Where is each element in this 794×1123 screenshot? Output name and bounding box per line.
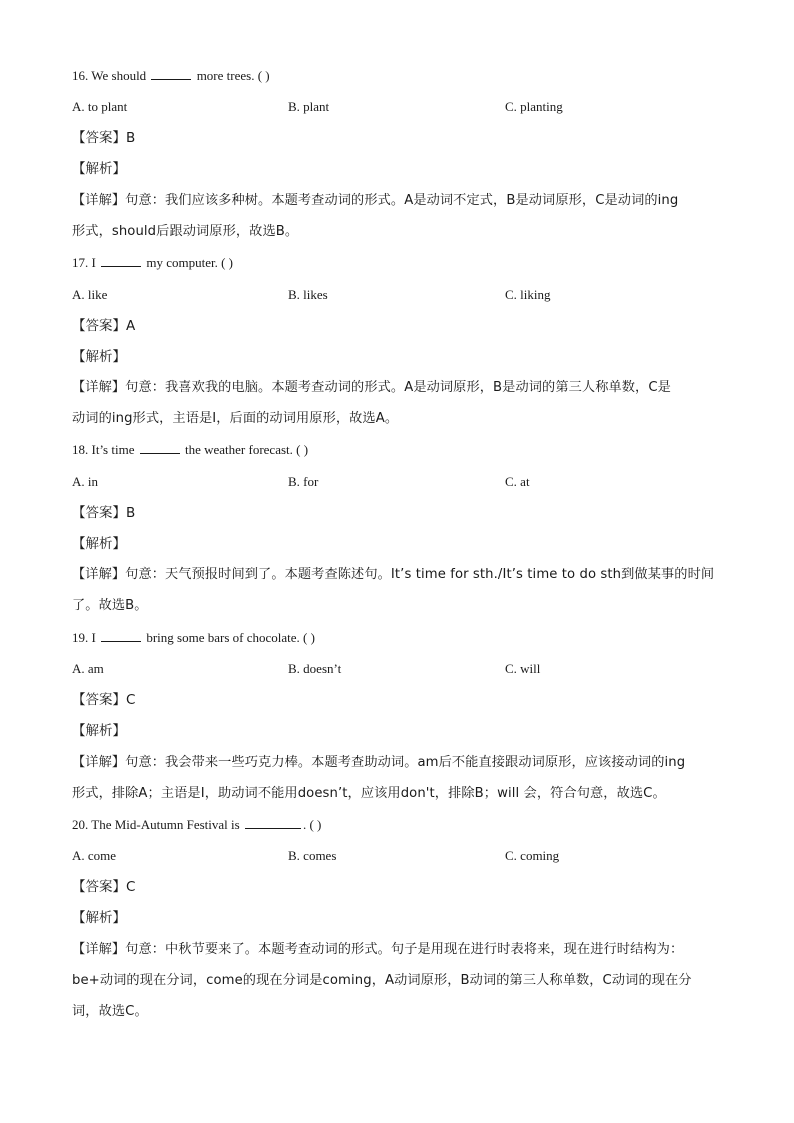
option-c: C. at [505, 474, 530, 489]
answer-line [72, 691, 135, 709]
analysis-label: 【解析】 [72, 161, 126, 177]
stem-text: . ( ) [302, 817, 322, 832]
option-a: A. in [72, 474, 98, 489]
detail-line [72, 192, 678, 210]
analysis-label: 【解析】 [72, 349, 126, 365]
answer-line [72, 878, 135, 896]
answer-label: 【答案】 [72, 130, 126, 146]
option-c: C. liking [505, 287, 551, 302]
option-b: B. for [288, 474, 319, 489]
answer-line [72, 129, 135, 147]
answer-line [72, 317, 135, 335]
option-a: A. come [72, 848, 117, 863]
detail-text: 句意：我会带来一些巧克力棒。本题考查助动词。am后不能直接跟动词原形，应该接动词的ing [125, 755, 686, 770]
stem-text: 20. The Mid-Autumn Festival is [72, 817, 240, 832]
answer-value: C [126, 879, 136, 895]
detail-line [72, 941, 683, 959]
answer-blank [101, 629, 141, 642]
detail-line: 形式，should后跟动词原形，故选B。 [72, 224, 299, 239]
question-18-stem [72, 441, 308, 459]
answer-label: 【答案】 [72, 505, 126, 521]
option-b: B. doesn’t [288, 661, 342, 676]
stem-text: more trees. ( ) [196, 68, 270, 83]
option-c: C. will [505, 661, 541, 676]
stem-text: bring some bars of chocolate. ( ) [146, 630, 315, 645]
answer-line [72, 504, 135, 522]
answer-value: C [126, 692, 136, 708]
option-c: C. coming [505, 848, 560, 863]
question-17-stem [72, 254, 233, 272]
detail-line [72, 379, 671, 397]
answer-blank [245, 816, 301, 829]
detail-line: 形式，排除A；主语是I，助动词不能用doesn’t，应该用don't，排除B；will 会，符合句意，故选C。 [72, 786, 666, 801]
detail-label: 【详解】 [72, 942, 126, 957]
detail-line [72, 754, 685, 772]
stem-text: my computer. ( ) [146, 255, 233, 270]
option-b: B. likes [288, 287, 328, 302]
detail-line: be+动词的现在分词，come的现在分词是coming，A动词原形，B动词的第三人称单数，C动词的现在分 [72, 973, 692, 988]
stem-text: 19. I [72, 630, 96, 645]
detail-text: 句意：天气预报时间到了。本题考查陈述句。It’s time for sth./It’s time to do sth到做某事的时间 [125, 567, 715, 582]
answer-label: 【答案】 [72, 318, 126, 334]
answer-label: 【答案】 [72, 879, 126, 895]
detail-line [72, 566, 714, 584]
option-b: B. comes [288, 848, 337, 863]
detail-label: 【详解】 [72, 380, 126, 395]
detail-label: 【详解】 [72, 567, 126, 582]
analysis-label: 【解析】 [72, 536, 126, 552]
detail-text: 句意：我喜欢我的电脑。本题考查动词的形式。A是动词原形，B是动词的第三人称单数，C是 [125, 380, 671, 395]
detail-line: 词，故选C。 [72, 1004, 148, 1019]
option-a: A. like [72, 287, 108, 302]
question-19-stem [72, 629, 315, 647]
option-c: C. planting [505, 99, 563, 114]
detail-label: 【详解】 [72, 193, 126, 208]
detail-text: 句意：我们应该多种树。本题考查动词的形式。A是动词不定式，B是动词原形，C是动词的ing [125, 193, 679, 208]
analysis-label: 【解析】 [72, 723, 126, 739]
stem-text: the weather forecast. ( ) [184, 442, 309, 457]
answer-blank [101, 254, 141, 267]
answer-blank [140, 441, 180, 454]
question-16-stem [72, 67, 270, 85]
question-20-stem [72, 816, 321, 834]
answer-value: B [126, 505, 136, 521]
option-a: A. am [72, 661, 104, 676]
stem-text: 17. I [72, 255, 96, 270]
answer-value: A [126, 318, 136, 334]
analysis-label: 【解析】 [72, 910, 126, 926]
option-b: B. plant [288, 99, 330, 114]
detail-line: 了。故选B。 [72, 598, 148, 613]
detail-text: 句意：中秋节要来了。本题考查动词的形式。句子是用现在进行时表将来，现在进行时结构为： [125, 942, 684, 957]
stem-text: 18. It’s time [72, 442, 135, 457]
stem-text: 16. We should [72, 68, 147, 83]
answer-label: 【答案】 [72, 692, 126, 708]
option-a: A. to plant [72, 99, 128, 114]
answer-value: B [126, 130, 136, 146]
detail-line: 动词的ing形式，主语是I，后面的动词用原形，故选A。 [72, 411, 399, 426]
detail-label: 【详解】 [72, 755, 126, 770]
answer-blank [151, 67, 191, 80]
